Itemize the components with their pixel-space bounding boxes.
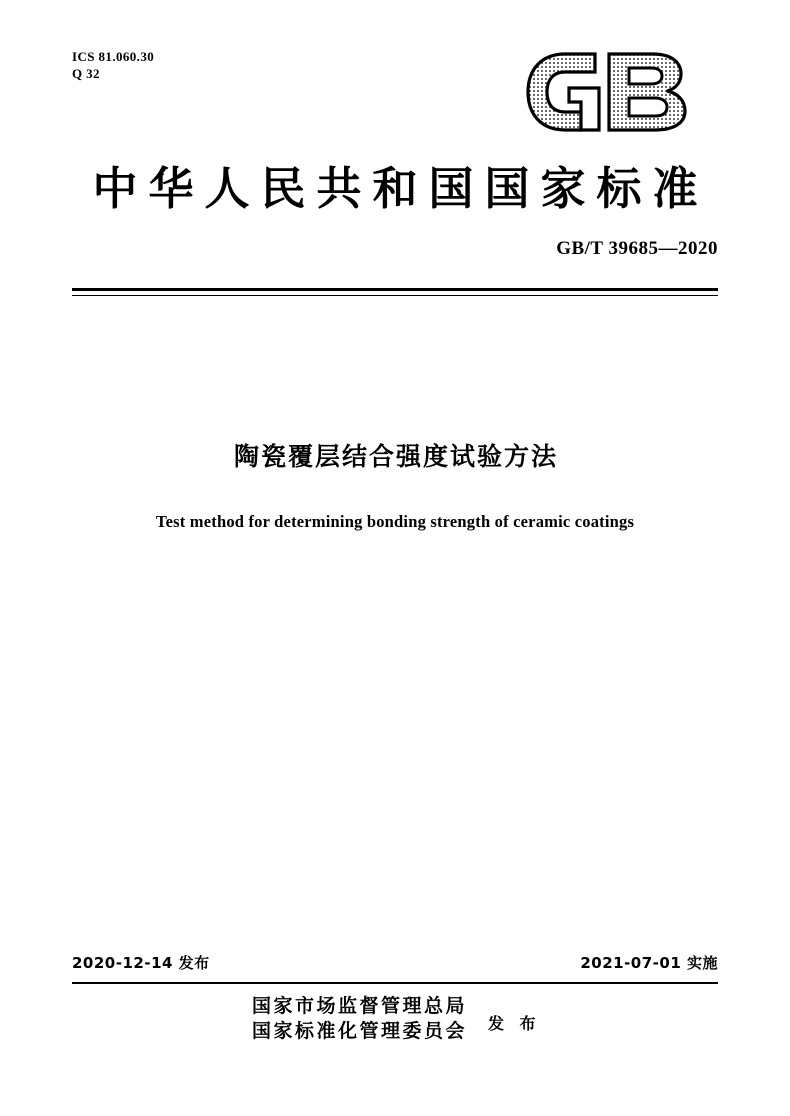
issuer-line-2: 国家标准化管理委员会 bbox=[251, 1020, 467, 1042]
divider-thin-top bbox=[72, 295, 718, 296]
issuer-block bbox=[0, 994, 790, 1044]
document-title-english: Test method for determining bonding strength of ceramic coatings bbox=[155, 512, 635, 531]
ics-block bbox=[72, 48, 154, 82]
classification-code: Q 32 bbox=[72, 66, 100, 81]
gb-logo bbox=[525, 50, 695, 134]
issue-date: 2020-12-14 发布 bbox=[72, 954, 210, 972]
document-title-chinese: 陶瓷覆层结合强度试验方法 bbox=[233, 442, 558, 471]
effective-date: 2021-07-01 实施 bbox=[580, 954, 718, 972]
publish-label: 发 布 bbox=[487, 1013, 541, 1033]
issuer-names bbox=[249, 994, 467, 1044]
standard-number: GB/T 39685—2020 bbox=[556, 238, 718, 259]
divider-footer bbox=[72, 982, 718, 984]
national-standard-title: 中华人民共和国国家标准 bbox=[92, 162, 709, 215]
dates-row bbox=[72, 952, 718, 973]
divider-thick-top bbox=[72, 288, 718, 291]
ics-code: ICS 81.060.30 bbox=[72, 49, 155, 64]
issuer-line-1: 国家市场监督管理总局 bbox=[251, 995, 467, 1017]
